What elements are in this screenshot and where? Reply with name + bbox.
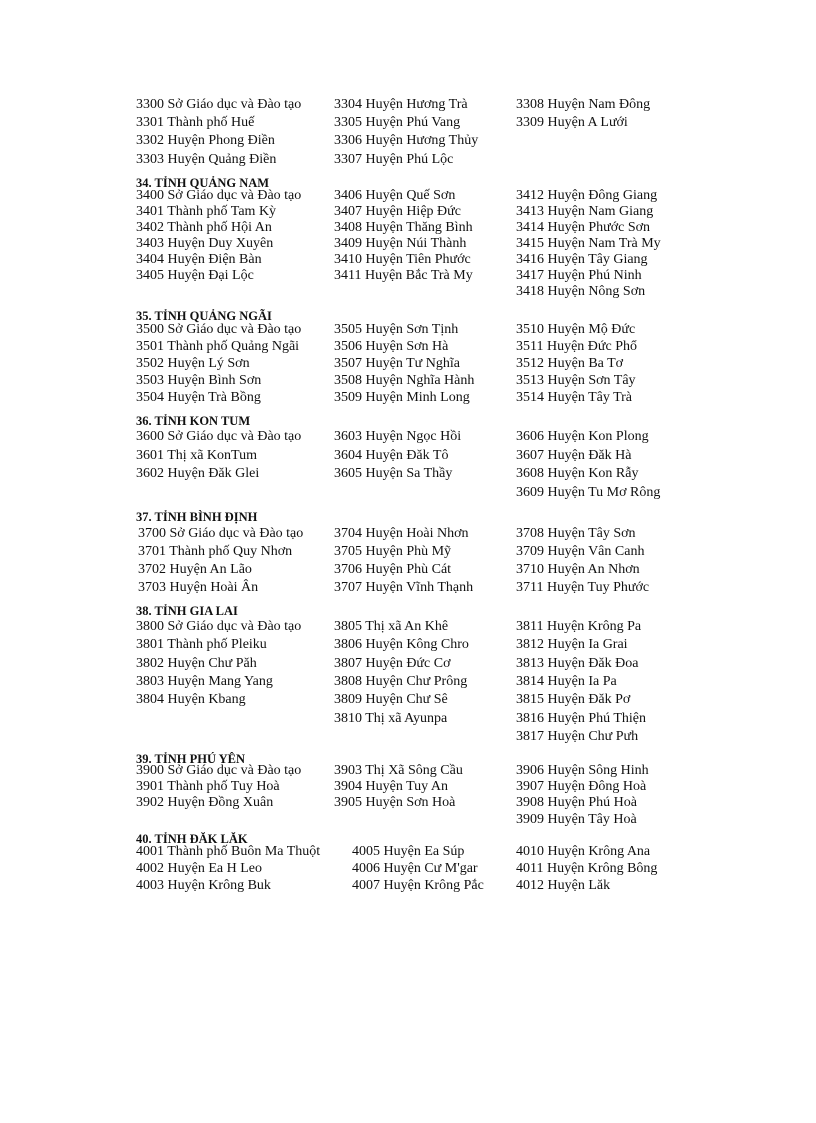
- district-entry: 3816 Huyện Phú Thiện: [516, 710, 647, 726]
- district-entry: 3608 Huyện Kon Rẫy: [516, 466, 639, 482]
- district-entry: 3806 Huyện Kông Chro: [334, 637, 469, 653]
- district-entry: 3513 Huyện Sơn Tây: [516, 373, 636, 388]
- district-entry: 3502 Huyện Lý Sơn: [136, 356, 250, 371]
- district-entry: 3601 Thị xã KonTum: [136, 447, 257, 463]
- district-entry: 3802 Huyện Chư Păh: [136, 655, 257, 671]
- district-entry: 3710 Huyện An Nhơn: [516, 562, 640, 577]
- district-entry: 3609 Huyện Tu Mơ Rông: [516, 484, 661, 500]
- district-entry: 3817 Huyện Chư Pưh: [516, 728, 639, 744]
- district-entry: 3405 Huyện Đại Lộc: [136, 268, 254, 283]
- district-entry: 3400 Sở Giáo dục và Đào tạo: [136, 188, 302, 203]
- district-entry: 3906 Huyện Sông Hinh: [516, 763, 649, 778]
- section-title: 39. TỈNH PHÚ YÊN: [136, 752, 246, 766]
- district-entry: 3904 Huyện Tuy An: [334, 779, 448, 795]
- district-entry: 3408 Huyện Thăng Bình: [334, 220, 473, 235]
- district-entry: 3403 Huyện Duy Xuyên: [136, 236, 274, 251]
- district-entry: 3707 Huyện Vĩnh Thạnh: [334, 580, 474, 595]
- district-entry: 3709 Huyện Vân Canh: [516, 544, 645, 559]
- district-entry: 3600 Sở Giáo dục và Đào tạo: [136, 429, 302, 444]
- section-title: 38. TỈNH GIA LAI: [136, 604, 238, 618]
- district-entry: 3809 Huyện Chư Sê: [334, 692, 448, 708]
- district-entry: 3801 Thành phố Pleiku: [136, 637, 267, 653]
- district-entry: 3704 Huyện Hoài Nhơn: [334, 526, 469, 541]
- district-entry: 3703 Huyện Hoài Ân: [138, 580, 259, 595]
- district-entry: 3305 Huyện Phú Vang: [334, 115, 461, 131]
- district-entry: 3702 Huyện An Lão: [138, 562, 252, 577]
- district-entry: 4006 Huyện Cư M'gar: [352, 861, 478, 876]
- district-entry: 3503 Huyện Bình Sơn: [136, 373, 262, 388]
- district-entry: 3803 Huyện Mang Yang: [136, 673, 273, 689]
- district-entry: 4002 Huyện Ea H Leo: [136, 861, 262, 876]
- district-entry: 3418 Huyện Nông Sơn: [516, 284, 646, 299]
- district-entry: 3301 Thành phố Huế: [136, 115, 255, 131]
- district-entry: 3701 Thành phố Quy Nhơn: [138, 544, 293, 559]
- district-entry: 3700 Sở Giáo dục và Đào tạo: [138, 526, 304, 541]
- district-entry: 3810 Thị xã Ayunpa: [334, 710, 448, 726]
- district-entry: 3507 Huyện Tư Nghĩa: [334, 356, 460, 371]
- district-entry: 3909 Huyện Tây Hoà: [516, 811, 637, 827]
- district-entry: 3514 Huyện Tây Trà: [516, 390, 633, 405]
- district-entry: 3504 Huyện Trà Bồng: [136, 390, 261, 405]
- district-entry: 3907 Huyện Đông Hoà: [516, 779, 647, 795]
- district-entry: 3401 Thành phố Tam Kỳ: [136, 204, 277, 219]
- district-entry: 3903 Thị Xã Sông Cầu: [334, 763, 463, 778]
- district-entry: 3805 Thị xã An Khê: [334, 619, 449, 634]
- district-entry: 3813 Huyện Đăk Đoa: [516, 655, 639, 671]
- district-entry: 3808 Huyện Chư Prông: [334, 673, 468, 689]
- district-entry: 3300 Sở Giáo dục và Đào tạo: [136, 97, 302, 112]
- section-title: 40. TỈNH ĐĂK LĂK: [136, 832, 248, 846]
- district-entry: 3814 Huyện Ia Pa: [516, 673, 617, 689]
- district-entry: 3901 Thành phố Tuy Hoà: [136, 779, 280, 795]
- district-entry: 3416 Huyện Tây Giang: [516, 252, 648, 267]
- district-entry: 4001 Thành phố Buôn Ma Thuột: [136, 844, 321, 859]
- district-entry: 3413 Huyện Nam Giang: [516, 204, 654, 219]
- district-entry: 3411 Huyện Bắc Trà My: [334, 268, 473, 283]
- district-entry: 3900 Sở Giáo dục và Đào tạo: [136, 763, 302, 778]
- district-entry: 3807 Huyện Đức Cơ: [334, 655, 451, 671]
- district-entry: 4005 Huyện Ea Súp: [352, 844, 465, 859]
- district-entry: 3303 Huyện Quảng Điền: [136, 151, 277, 167]
- district-entry: 3511 Huyện Đức Phổ: [516, 339, 638, 354]
- district-entry: 3412 Huyện Đông Giang: [516, 188, 658, 203]
- district-entry: 3307 Huyện Phú Lộc: [334, 151, 454, 167]
- district-entry: 3905 Huyện Sơn Hoà: [334, 795, 456, 811]
- district-entry: 3302 Huyện Phong Điền: [136, 133, 275, 149]
- district-entry: 3603 Huyện Ngọc Hồi: [334, 429, 462, 444]
- district-entry: 3500 Sở Giáo dục và Đào tạo: [136, 322, 302, 337]
- district-entry: 4003 Huyện Krông Buk: [136, 878, 271, 893]
- district-entry: 3509 Huyện Minh Long: [334, 390, 470, 405]
- district-entry: 3501 Thành phố Quảng Ngãi: [136, 339, 300, 354]
- district-entry: 3506 Huyện Sơn Hà: [334, 339, 449, 354]
- district-entry: 4011 Huyện Krông Bông: [516, 861, 658, 876]
- district-entry: 4007 Huyện Krông Pắc: [352, 878, 484, 893]
- district-entry: 3706 Huyện Phù Cát: [334, 562, 452, 577]
- district-entry: 3417 Huyện Phú Ninh: [516, 268, 642, 283]
- district-entry: 3505 Huyện Sơn Tịnh: [334, 322, 459, 337]
- district-entry: 3708 Huyện Tây Sơn: [516, 526, 636, 541]
- district-entry: 3512 Huyện Ba Tơ: [516, 356, 624, 371]
- district-entry: 3410 Huyện Tiên Phước: [334, 252, 471, 267]
- district-entry: 3705 Huyện Phù Mỹ: [334, 544, 452, 559]
- district-entry: 3308 Huyện Nam Đông: [516, 97, 651, 112]
- section-title: 35. TỈNH QUẢNG NGÃI: [136, 309, 272, 323]
- district-entry: 3815 Huyện Đăk Pơ: [516, 692, 631, 708]
- district-entry: 3309 Huyện A Lưới: [516, 115, 628, 131]
- district-entry: 3414 Huyện Phước Sơn: [516, 220, 651, 235]
- district-entry: 3304 Huyện Hương Trà: [334, 97, 468, 112]
- section-title: 34. TỈNH QUẢNG NAM: [136, 176, 270, 190]
- district-entry: 3605 Huyện Sa Thầy: [334, 466, 453, 482]
- district-entry: 3510 Huyện Mộ Đức: [516, 322, 636, 337]
- district-entry: 3406 Huyện Quế Sơn: [334, 188, 456, 203]
- district-entry: 3804 Huyện Kbang: [136, 692, 246, 708]
- district-entry: 3306 Huyện Hương Thủy: [334, 133, 479, 149]
- section-title: 36. TỈNH KON TUM: [136, 414, 251, 428]
- district-entry: 3711 Huyện Tuy Phước: [516, 580, 650, 595]
- district-entry: 3902 Huyện Đồng Xuân: [136, 795, 274, 811]
- district-entry: 3908 Huyện Phú Hoà: [516, 795, 637, 811]
- district-entry: 3604 Huyện Đăk Tô: [334, 447, 449, 463]
- district-entry: 3407 Huyện Hiệp Đức: [334, 204, 461, 219]
- district-entry: 3607 Huyện Đăk Hà: [516, 447, 632, 463]
- district-entry: 3404 Huyện Điện Bàn: [136, 252, 262, 267]
- district-entry: 3800 Sở Giáo dục và Đào tạo: [136, 619, 302, 634]
- district-entry: 4010 Huyện Krông Ana: [516, 844, 651, 859]
- district-entry: 3606 Huyện Kon Plong: [516, 429, 649, 444]
- district-entry: 3409 Huyện Núi Thành: [334, 236, 467, 251]
- district-entry: 3602 Huyện Đăk Glei: [136, 466, 260, 482]
- district-entry: 3811 Huyện Krông Pa: [516, 619, 642, 634]
- district-entry: 3812 Huyện Ia Grai: [516, 637, 628, 653]
- section-title: 37. TỈNH BÌNH ĐỊNH: [136, 510, 258, 524]
- district-entry: 3402 Thành phố Hội An: [136, 220, 272, 235]
- district-entry: 3415 Huyện Nam Trà My: [516, 236, 661, 251]
- district-entry: 4012 Huyện Lăk: [516, 878, 611, 893]
- district-entry: 3508 Huyện Nghĩa Hành: [334, 373, 475, 388]
